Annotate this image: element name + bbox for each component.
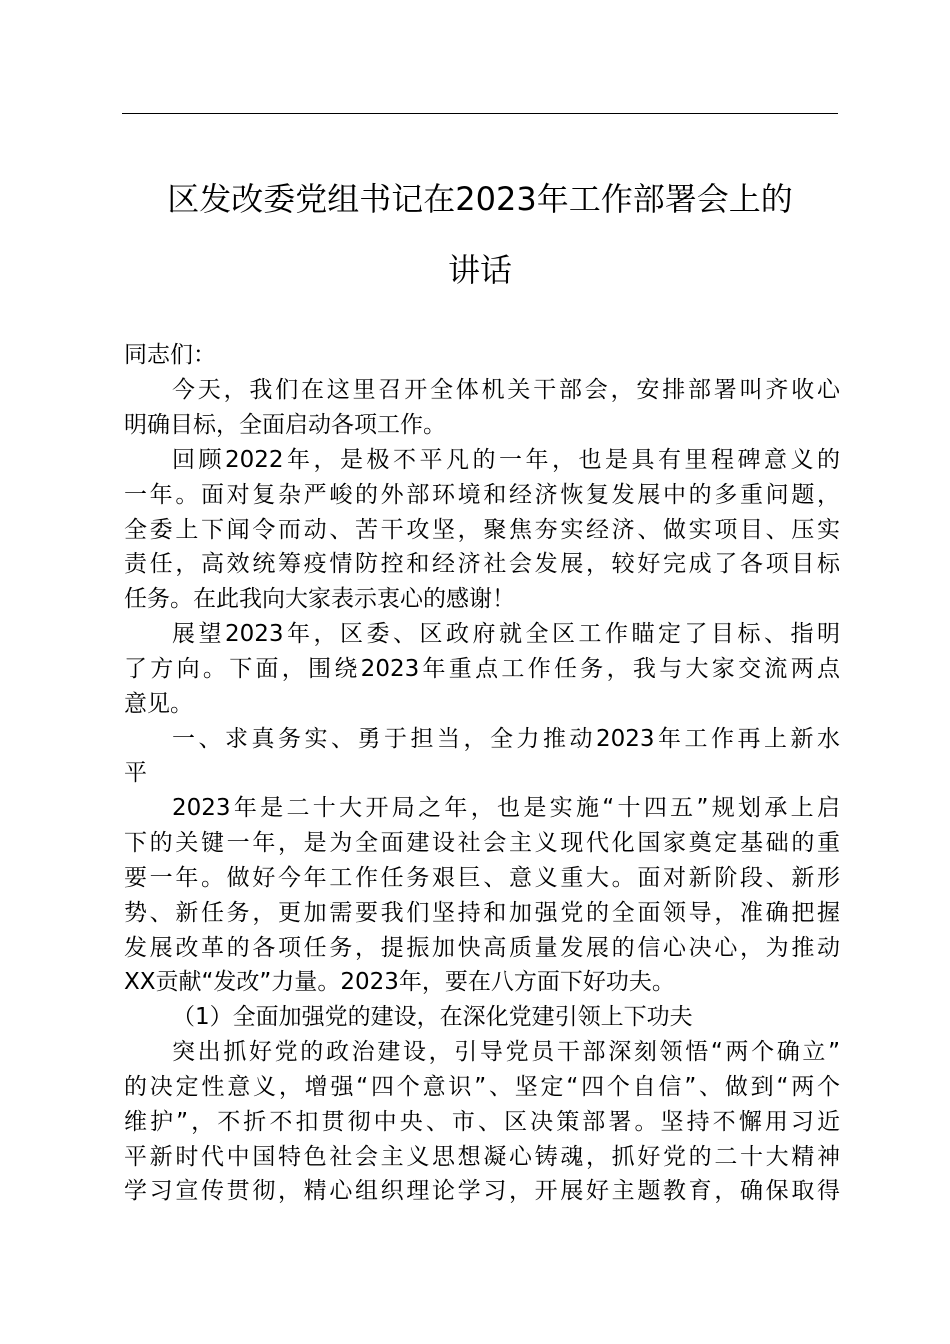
body-line: 任务。在此我向大家表示衷心的感谢！ xyxy=(124,586,515,612)
body-line: 2023年是二十大开局之年，也是实施“十四五”规划承上启 xyxy=(172,795,840,821)
body-line: 平新时代中国特色社会主义思想凝心铸魂，抓好党的二十大精神 xyxy=(124,1144,840,1170)
body-line: 下的关键一年，是为全面建设社会主义现代化国家奠定基础的重 xyxy=(124,830,840,856)
body-line: 责任，高效统筹疫情防控和经济社会发展，较好完成了各项目标 xyxy=(124,551,840,577)
body-line: XX贡献“发改”力量。2023年，要在八方面下好功夫。 xyxy=(124,969,675,995)
subsection-heading-1: （1）全面加强党的建设，在深化党建引领上下功夫 xyxy=(172,1004,693,1030)
document-title-line-2: 讲话 xyxy=(447,251,512,289)
body-line: 势、新任务，更加需要我们坚持和加强党的全面领导，准确把握 xyxy=(124,900,840,926)
body-line: 的决定性意义，增强“四个意识”、坚定“四个自信”、做到“两个 xyxy=(124,1074,840,1100)
section-heading-1: 一、求真务实、勇于担当，全力推动2023年工作再上新水 xyxy=(172,726,840,752)
body-line: 要一年。做好今年工作任务艰巨、意义重大。面对新阶段、新形 xyxy=(124,865,840,891)
body-line: 意见。 xyxy=(124,691,193,717)
body-line: 展望2023年，区委、区政府就全区工作瞄定了目标、指明 xyxy=(172,621,840,647)
body-line: 突出抓好党的政治建设，引导党员干部深刻领悟“两个确立” xyxy=(172,1039,840,1065)
header-rule xyxy=(122,113,838,114)
salutation: 同志们： xyxy=(124,342,216,368)
body-line: 一年。面对复杂严峻的外部环境和经济恢复发展中的多重问题， xyxy=(124,482,840,508)
body-line: 维护”，不折不扣贯彻中央、市、区决策部署。坚持不懈用习近 xyxy=(124,1109,840,1135)
body-line: 回顾2022年，是极不平凡的一年，也是具有里程碑意义的 xyxy=(172,447,840,473)
document-title-line-1: 区发改委党组书记在2023年工作部署会上的 xyxy=(167,180,793,218)
body-line: 明确目标，全面启动各项工作。 xyxy=(124,412,446,438)
body-line: 发展改革的各项任务，提振加快高质量发展的信心决心，为推动 xyxy=(124,935,840,961)
body-line: 全委上下闻令而动、苦干攻坚，聚焦夯实经济、做实项目、压实 xyxy=(124,517,840,543)
body-line: 了方向。下面，围绕2023年重点工作任务，我与大家交流两点 xyxy=(124,656,840,682)
body-line: 今天，我们在这里召开全体机关干部会，安排部署叫齐收心 xyxy=(172,377,840,403)
section-heading-1-cont: 平 xyxy=(124,760,147,786)
body-line: 学习宣传贯彻，精心组织理论学习，开展好主题教育，确保取得 xyxy=(124,1178,840,1204)
